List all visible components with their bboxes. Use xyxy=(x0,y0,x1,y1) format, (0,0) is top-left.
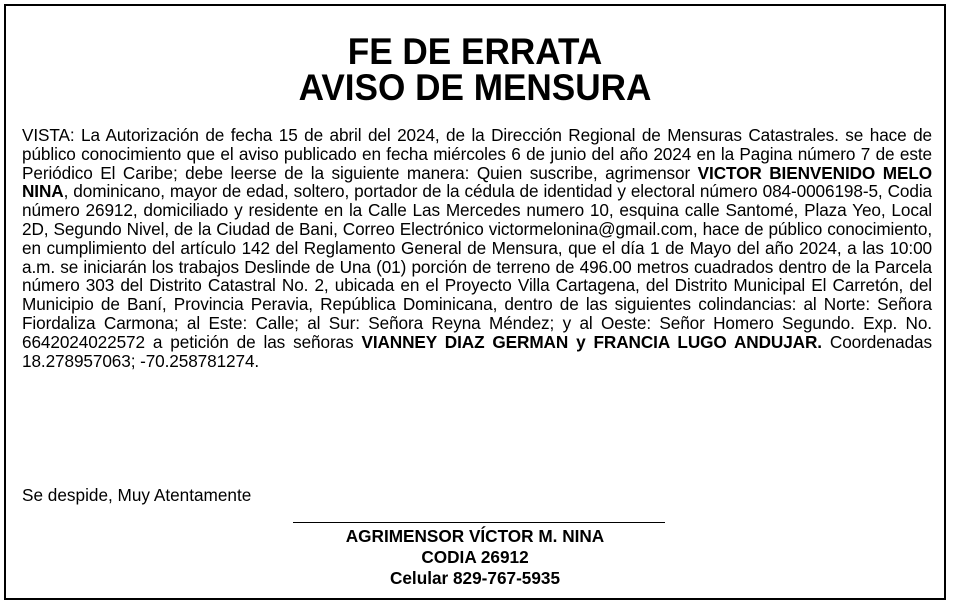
signature-line xyxy=(293,522,665,523)
closing-text: Se despide, Muy Atentamente xyxy=(22,485,252,505)
body-text-part-3: Coordenadas 18.278957063; -70.258781274. xyxy=(22,331,932,371)
body-text-part-2: , dominicano, mayor de edad, soltero, portador de la cédula de identidad y electoral número 084-0006198-5, Codia número 26912, domiciliado y residente en la Calle Las Mercedes numero 10, esquina calle Santomé, Plaza Yeo, Local 2D, Segundo Nivel, de la Ciudad de Bani, Correo Electrónico victormelonina@gmail.com, hace de público conocimiento, en cumplimiento del artículo 142 del Reglamento General de Mensura, que el día 1 de Mayo del año 2024, a las 10:00 a.m. se iniciarán los trabajos Deslinde de Una (01) porción de terreno de 496.00 metros cuadrados dentro de la Parcela número 303 del Distrito Catastral No. 2, ubicada en el Proyecto Villa Cartagena, del Distrito Municipal El Carretón, del Municipio de Baní, Provincia Peravia, República Dominicana, dentro de las siguientes colindancias: al Norte: Señora Fiordaliza Carmona; al Este: Calle; al Sur: Señora Reyna Méndez; y al Oeste: Señor Homero Segundo. Exp. No. 6642024022572 a petición de las señoras xyxy=(22,181,932,352)
notice-frame xyxy=(4,4,946,600)
surveyor-name: VICTOR BIENVENIDO MELO NINA xyxy=(22,162,932,202)
signature-codia: CODIA 26912 xyxy=(421,547,529,567)
signature-block xyxy=(6,526,944,589)
notice-paragraph xyxy=(22,126,932,370)
title-line-errata: FE DE ERRATA xyxy=(347,31,603,72)
applicants-names: VIANNEY DIAZ GERMAN y FRANCIA LUGO ANDUJAR. xyxy=(361,331,822,352)
title-line-aviso: AVISO DE MENSURA xyxy=(298,67,652,108)
notice-body xyxy=(22,126,932,370)
body-text-part-1: VISTA: La Autorización de fecha 15 de abril del 2024, de la Dirección Regional de Mensuras Catastrales. se hace de público conocimiento que el aviso publicado en fecha miércoles 6 de junio del año 2024 en la Pagina número 7 de este Periódico El Caribe; debe leerse de la siguiente manera: Quien suscribe, agrimensor xyxy=(22,125,932,183)
signature-phone: Celular 829-767-5935 xyxy=(389,568,561,588)
signature-name: AGRIMENSOR VÍCTOR M. NINA xyxy=(345,526,605,546)
notice-title xyxy=(29,31,920,108)
